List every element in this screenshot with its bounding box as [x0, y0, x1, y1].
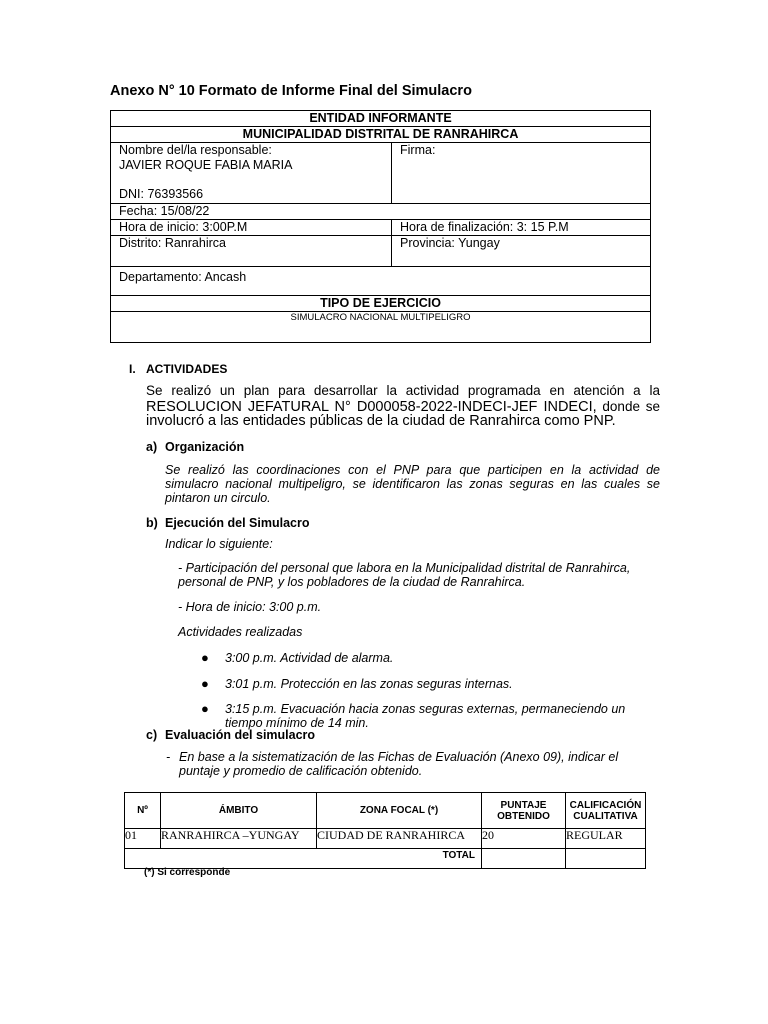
fecha: Fecha: 15/08/22 [111, 204, 651, 220]
total-label: TOTAL [125, 849, 482, 869]
header-num: Nº [125, 793, 161, 829]
actividades-label: Actividades realizadas [178, 625, 303, 639]
bullet-item: 3:00 p.m. Actividad de alarma. [225, 651, 394, 665]
hora-fin: Hora de finalización: 3: 15 P.M [392, 220, 651, 236]
ejec-heading: Ejecución del Simulacro [165, 516, 310, 530]
bullet-item: 3:01 p.m. Protección en las zonas seguras internas. [225, 677, 513, 691]
org-label: a) [146, 440, 158, 454]
bullet-icon: ● [201, 650, 209, 665]
eval-heading: Evaluación del simulacro [165, 728, 316, 742]
bullet-item: 3:15 p.m. Evacuación hacia zonas seguras externas, permaneciendo un tiempo mínimo de 14 min. [225, 702, 626, 730]
intro-line-3: involucró a las entidades públicas de la ciudad de Ranrahirca como PNP. [146, 413, 616, 429]
section-number: I. [129, 362, 136, 376]
provincia: Provincia: Yungay [392, 236, 651, 267]
ejec-label: b) [146, 516, 158, 530]
tipo-header: TIPO DE EJERCICIO [111, 296, 651, 312]
distrito: Distrito: Ranrahirca [111, 236, 392, 267]
responsable-label: Nombre del/la responsable: [119, 143, 272, 157]
hora-inicio: Hora de inicio: 3:00P.M [111, 220, 392, 236]
header-zona: ZONA FOCAL (*) [317, 793, 482, 829]
bullet-icon: ● [201, 701, 209, 716]
firma: Firma: [392, 143, 651, 204]
footnote: (*) Si corresponde [144, 867, 231, 878]
dni: DNI: 76393566 [119, 187, 204, 201]
org-heading: Organización [165, 440, 245, 454]
departamento: Departamento: Ancash [111, 267, 651, 296]
header-puntaje: PUNTAJE OBTENIDO [482, 793, 566, 829]
page-title: Anexo N° 10 Formato de Informe Final del Simulacro [110, 83, 472, 99]
responsable-name: JAVIER ROQUE FABIA MARIA [119, 158, 293, 172]
eval-text: En base a la sistematización de las Fichas de Evaluación (Anexo 09), indicar el puntaje y promedio de calificación obtenido. [179, 750, 619, 778]
evaluation-table [124, 792, 646, 869]
row-zona: CIUDAD DE RANRAHIRCA [317, 829, 482, 849]
ejec-hora: - Hora de inicio: 3:00 p.m. [178, 600, 322, 614]
ejec-participacion: - Participación del personal que labora en la Municipalidad distrital de Ranrahirca, personal de PNP, y los pobladores de la ciudad de Ranrahirca. [178, 561, 631, 589]
info-table [110, 110, 651, 343]
row-calificacion: REGULAR [566, 829, 646, 849]
resolucion: RESOLUCION JEFATURAL N° D000058-2022-INDECI-JEF INDECI, [146, 399, 597, 415]
intro-line-1: Se realizó un plan para desarrollar la actividad programada en atención a la [146, 383, 660, 398]
header-ambito: ÁMBITO [161, 793, 317, 829]
section-heading: ACTIVIDADES [146, 362, 228, 376]
total-puntaje [482, 849, 566, 869]
tipo-value: SIMULACRO NACIONAL MULTIPELIGRO [111, 312, 651, 343]
header-calificacion: CALIFICACIÓN CUALITATIVA [566, 793, 646, 829]
row-num: 01 [125, 829, 161, 849]
intro-line-2-tail: donde se [596, 399, 660, 414]
bullet-icon: ● [201, 676, 209, 691]
total-calificacion [566, 849, 646, 869]
eval-dash: - [166, 750, 171, 764]
responsable-cell [111, 143, 392, 204]
row-puntaje: 20 [482, 829, 566, 849]
ejec-indicar: Indicar lo siguiente: [165, 537, 273, 551]
row-ambito: RANRAHIRCA –YUNGAY [161, 829, 317, 849]
entidad-header: ENTIDAD INFORMANTE [111, 111, 651, 127]
entidad-value: MUNICIPALIDAD DISTRITAL DE RANRAHIRCA [111, 127, 651, 143]
org-text: Se realizó las coordinaciones con el PNP para que participen en la actividad de simulacro nacional multipeligro, se identificaron las zonas seguras en las cuales se pintaron un circulo. [165, 463, 660, 505]
eval-label: c) [146, 728, 158, 742]
